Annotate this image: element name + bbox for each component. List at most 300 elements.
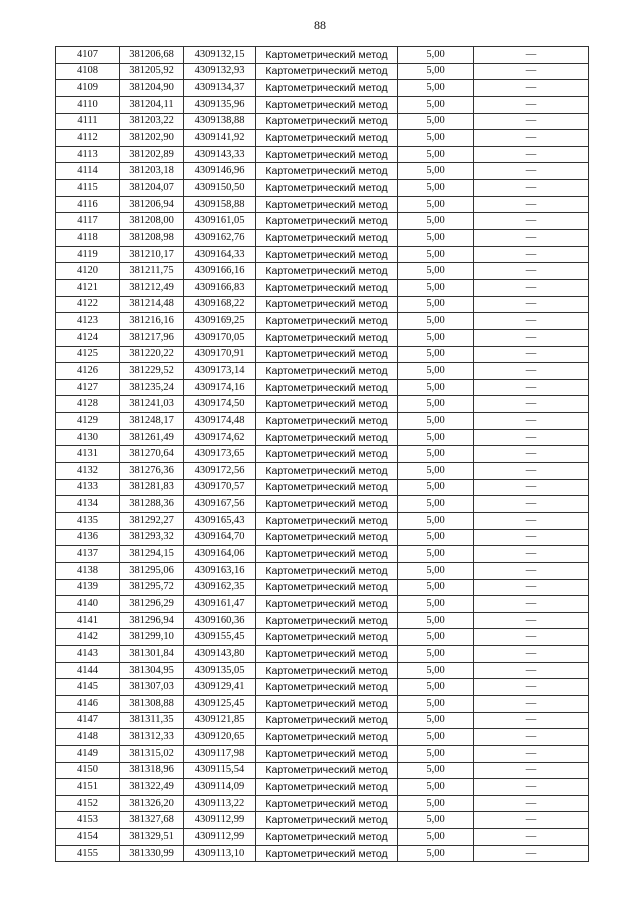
y-coordinate-cell: 4309129,41 — [184, 679, 256, 696]
description-cell: — — [474, 346, 589, 363]
method-cell: Картометрический метод — [256, 662, 398, 679]
accuracy-cell: 5,00 — [398, 729, 474, 746]
y-coordinate-cell: 4309170,91 — [184, 346, 256, 363]
x-coordinate-cell: 381214,48 — [120, 296, 184, 313]
x-coordinate-cell: 381203,22 — [120, 113, 184, 130]
y-coordinate-cell: 4309125,45 — [184, 695, 256, 712]
method-cell: Картометрический метод — [256, 379, 398, 396]
x-coordinate-cell: 381206,94 — [120, 196, 184, 213]
method-cell: Картометрический метод — [256, 612, 398, 629]
point-number-cell: 4130 — [56, 429, 120, 446]
accuracy-cell: 5,00 — [398, 629, 474, 646]
x-coordinate-cell: 381295,72 — [120, 579, 184, 596]
description-cell: — — [474, 629, 589, 646]
point-number-cell: 4115 — [56, 180, 120, 197]
accuracy-cell: 5,00 — [398, 63, 474, 80]
point-number-cell: 4131 — [56, 446, 120, 463]
description-cell: — — [474, 446, 589, 463]
description-cell: — — [474, 729, 589, 746]
x-coordinate-cell: 381270,64 — [120, 446, 184, 463]
y-coordinate-cell: 4309143,80 — [184, 646, 256, 663]
description-cell: — — [474, 795, 589, 812]
table-row — [56, 596, 589, 613]
x-coordinate-cell: 381326,20 — [120, 795, 184, 812]
y-coordinate-cell: 4309114,09 — [184, 779, 256, 796]
method-cell: Картометрический метод — [256, 47, 398, 64]
accuracy-cell: 5,00 — [398, 47, 474, 64]
table-row — [56, 679, 589, 696]
method-cell: Картометрический метод — [256, 346, 398, 363]
y-coordinate-cell: 4309174,50 — [184, 396, 256, 413]
accuracy-cell: 5,00 — [398, 529, 474, 546]
method-cell: Картометрический метод — [256, 829, 398, 846]
accuracy-cell: 5,00 — [398, 679, 474, 696]
method-cell: Картометрический метод — [256, 113, 398, 130]
x-coordinate-cell: 381295,06 — [120, 562, 184, 579]
method-cell: Картометрический метод — [256, 180, 398, 197]
x-coordinate-cell: 381210,17 — [120, 246, 184, 263]
accuracy-cell: 5,00 — [398, 113, 474, 130]
method-cell: Картометрический метод — [256, 779, 398, 796]
x-coordinate-cell: 381296,29 — [120, 596, 184, 613]
table-row — [56, 329, 589, 346]
description-cell: — — [474, 512, 589, 529]
accuracy-cell: 5,00 — [398, 479, 474, 496]
method-cell: Картометрический метод — [256, 579, 398, 596]
y-coordinate-cell: 4309162,35 — [184, 579, 256, 596]
description-cell: — — [474, 429, 589, 446]
table-body — [56, 47, 589, 862]
accuracy-cell: 5,00 — [398, 812, 474, 829]
method-cell: Картометрический метод — [256, 463, 398, 480]
accuracy-cell: 5,00 — [398, 180, 474, 197]
x-coordinate-cell: 381217,96 — [120, 329, 184, 346]
method-cell: Картометрический метод — [256, 646, 398, 663]
description-cell: — — [474, 679, 589, 696]
description-cell: — — [474, 463, 589, 480]
table-row — [56, 662, 589, 679]
table-row — [56, 729, 589, 746]
accuracy-cell: 5,00 — [398, 463, 474, 480]
point-number-cell: 4155 — [56, 845, 120, 862]
x-coordinate-cell: 381208,00 — [120, 213, 184, 230]
x-coordinate-cell: 381281,83 — [120, 479, 184, 496]
method-cell: Картометрический метод — [256, 795, 398, 812]
x-coordinate-cell: 381311,35 — [120, 712, 184, 729]
y-coordinate-cell: 4309113,22 — [184, 795, 256, 812]
description-cell: — — [474, 695, 589, 712]
y-coordinate-cell: 4309174,62 — [184, 429, 256, 446]
table-row — [56, 429, 589, 446]
point-number-cell: 4120 — [56, 263, 120, 280]
accuracy-cell: 5,00 — [398, 196, 474, 213]
method-cell: Картометрический метод — [256, 729, 398, 746]
table-row — [56, 562, 589, 579]
x-coordinate-cell: 381203,18 — [120, 163, 184, 180]
accuracy-cell: 5,00 — [398, 646, 474, 663]
y-coordinate-cell: 4309143,33 — [184, 146, 256, 163]
table-row — [56, 446, 589, 463]
x-coordinate-cell: 381307,03 — [120, 679, 184, 696]
table-row — [56, 779, 589, 796]
y-coordinate-cell: 4309166,16 — [184, 263, 256, 280]
y-coordinate-cell: 4309132,15 — [184, 47, 256, 64]
description-cell: — — [474, 96, 589, 113]
point-number-cell: 4151 — [56, 779, 120, 796]
y-coordinate-cell: 4309121,85 — [184, 712, 256, 729]
x-coordinate-cell: 381220,22 — [120, 346, 184, 363]
description-cell: — — [474, 529, 589, 546]
point-number-cell: 4126 — [56, 363, 120, 380]
table-row — [56, 196, 589, 213]
table-row — [56, 130, 589, 147]
description-cell: — — [474, 712, 589, 729]
accuracy-cell: 5,00 — [398, 279, 474, 296]
point-number-cell: 4141 — [56, 612, 120, 629]
description-cell: — — [474, 745, 589, 762]
x-coordinate-cell: 381208,98 — [120, 230, 184, 247]
x-coordinate-cell: 381296,94 — [120, 612, 184, 629]
accuracy-cell: 5,00 — [398, 596, 474, 613]
method-cell: Картометрический метод — [256, 263, 398, 280]
x-coordinate-cell: 381204,07 — [120, 180, 184, 197]
table-row — [56, 413, 589, 430]
description-cell: — — [474, 180, 589, 197]
description-cell: — — [474, 146, 589, 163]
accuracy-cell: 5,00 — [398, 612, 474, 629]
table-row — [56, 629, 589, 646]
y-coordinate-cell: 4309162,76 — [184, 230, 256, 247]
table-row — [56, 463, 589, 480]
x-coordinate-cell: 381288,36 — [120, 496, 184, 513]
method-cell: Картометрический метод — [256, 313, 398, 330]
accuracy-cell: 5,00 — [398, 246, 474, 263]
method-cell: Картометрический метод — [256, 562, 398, 579]
point-number-cell: 4133 — [56, 479, 120, 496]
table-row — [56, 379, 589, 396]
y-coordinate-cell: 4309167,56 — [184, 496, 256, 513]
table-row — [56, 113, 589, 130]
method-cell: Картометрический метод — [256, 762, 398, 779]
x-coordinate-cell: 381261,49 — [120, 429, 184, 446]
method-cell: Картометрический метод — [256, 363, 398, 380]
x-coordinate-cell: 381330,99 — [120, 845, 184, 862]
table-row — [56, 496, 589, 513]
y-coordinate-cell: 4309165,43 — [184, 512, 256, 529]
table-row — [56, 745, 589, 762]
description-cell: — — [474, 296, 589, 313]
method-cell: Картометрический метод — [256, 96, 398, 113]
table-row — [56, 479, 589, 496]
point-number-cell: 4107 — [56, 47, 120, 64]
table-row — [56, 845, 589, 862]
accuracy-cell: 5,00 — [398, 313, 474, 330]
x-coordinate-cell: 381315,02 — [120, 745, 184, 762]
description-cell: — — [474, 313, 589, 330]
method-cell: Картометрический метод — [256, 196, 398, 213]
method-cell: Картометрический метод — [256, 512, 398, 529]
description-cell: — — [474, 246, 589, 263]
description-cell: — — [474, 579, 589, 596]
description-cell: — — [474, 263, 589, 280]
method-cell: Картометрический метод — [256, 546, 398, 563]
accuracy-cell: 5,00 — [398, 363, 474, 380]
x-coordinate-cell: 381327,68 — [120, 812, 184, 829]
x-coordinate-cell: 381202,90 — [120, 130, 184, 147]
table-row — [56, 363, 589, 380]
table-row — [56, 396, 589, 413]
method-cell: Картометрический метод — [256, 230, 398, 247]
y-coordinate-cell: 4309155,45 — [184, 629, 256, 646]
accuracy-cell: 5,00 — [398, 779, 474, 796]
table-row — [56, 213, 589, 230]
accuracy-cell: 5,00 — [398, 96, 474, 113]
accuracy-cell: 5,00 — [398, 213, 474, 230]
table-row — [56, 512, 589, 529]
method-cell: Картометрический метод — [256, 213, 398, 230]
x-coordinate-cell: 381292,27 — [120, 512, 184, 529]
x-coordinate-cell: 381212,49 — [120, 279, 184, 296]
description-cell: — — [474, 363, 589, 380]
table-row — [56, 80, 589, 97]
table-row — [56, 180, 589, 197]
point-number-cell: 4150 — [56, 762, 120, 779]
method-cell: Картометрический метод — [256, 429, 398, 446]
accuracy-cell: 5,00 — [398, 579, 474, 596]
table-row — [56, 263, 589, 280]
point-number-cell: 4111 — [56, 113, 120, 130]
method-cell: Картометрический метод — [256, 745, 398, 762]
accuracy-cell: 5,00 — [398, 695, 474, 712]
point-number-cell: 4117 — [56, 213, 120, 230]
method-cell: Картометрический метод — [256, 679, 398, 696]
y-coordinate-cell: 4309146,96 — [184, 163, 256, 180]
point-number-cell: 4145 — [56, 679, 120, 696]
description-cell: — — [474, 496, 589, 513]
method-cell: Картометрический метод — [256, 529, 398, 546]
accuracy-cell: 5,00 — [398, 845, 474, 862]
accuracy-cell: 5,00 — [398, 712, 474, 729]
table-row — [56, 579, 589, 596]
point-number-cell: 4146 — [56, 695, 120, 712]
description-cell: — — [474, 562, 589, 579]
y-coordinate-cell: 4309173,14 — [184, 363, 256, 380]
x-coordinate-cell: 381318,96 — [120, 762, 184, 779]
method-cell: Картометрический метод — [256, 413, 398, 430]
x-coordinate-cell: 381235,24 — [120, 379, 184, 396]
x-coordinate-cell: 381308,88 — [120, 695, 184, 712]
point-number-cell: 4124 — [56, 329, 120, 346]
description-cell: — — [474, 379, 589, 396]
point-number-cell: 4139 — [56, 579, 120, 596]
point-number-cell: 4153 — [56, 812, 120, 829]
y-coordinate-cell: 4309164,33 — [184, 246, 256, 263]
table-row — [56, 829, 589, 846]
table-row — [56, 47, 589, 64]
table-row — [56, 163, 589, 180]
point-number-cell: 4142 — [56, 629, 120, 646]
x-coordinate-cell: 381299,10 — [120, 629, 184, 646]
x-coordinate-cell: 381216,16 — [120, 313, 184, 330]
method-cell: Картометрический метод — [256, 80, 398, 97]
point-number-cell: 4116 — [56, 196, 120, 213]
y-coordinate-cell: 4309174,48 — [184, 413, 256, 430]
accuracy-cell: 5,00 — [398, 146, 474, 163]
point-number-cell: 4127 — [56, 379, 120, 396]
point-number-cell: 4113 — [56, 146, 120, 163]
accuracy-cell: 5,00 — [398, 263, 474, 280]
x-coordinate-cell: 381248,17 — [120, 413, 184, 430]
method-cell: Картометрический метод — [256, 496, 398, 513]
table-row — [56, 712, 589, 729]
accuracy-cell: 5,00 — [398, 546, 474, 563]
x-coordinate-cell: 381204,11 — [120, 96, 184, 113]
description-cell: — — [474, 413, 589, 430]
x-coordinate-cell: 381205,92 — [120, 63, 184, 80]
y-coordinate-cell: 4309173,65 — [184, 446, 256, 463]
table-row — [56, 246, 589, 263]
description-cell: — — [474, 63, 589, 80]
x-coordinate-cell: 381304,95 — [120, 662, 184, 679]
x-coordinate-cell: 381312,33 — [120, 729, 184, 746]
table-row — [56, 146, 589, 163]
accuracy-cell: 5,00 — [398, 829, 474, 846]
y-coordinate-cell: 4309112,99 — [184, 829, 256, 846]
table-row — [56, 762, 589, 779]
method-cell: Картометрический метод — [256, 629, 398, 646]
x-coordinate-cell: 381211,75 — [120, 263, 184, 280]
accuracy-cell: 5,00 — [398, 379, 474, 396]
y-coordinate-cell: 4309135,96 — [184, 96, 256, 113]
accuracy-cell: 5,00 — [398, 296, 474, 313]
accuracy-cell: 5,00 — [398, 80, 474, 97]
point-number-cell: 4144 — [56, 662, 120, 679]
method-cell: Картометрический метод — [256, 146, 398, 163]
point-number-cell: 4148 — [56, 729, 120, 746]
method-cell: Картометрический метод — [256, 63, 398, 80]
point-number-cell: 4136 — [56, 529, 120, 546]
table-row — [56, 795, 589, 812]
y-coordinate-cell: 4309141,92 — [184, 130, 256, 147]
accuracy-cell: 5,00 — [398, 745, 474, 762]
description-cell: — — [474, 596, 589, 613]
point-number-cell: 4122 — [56, 296, 120, 313]
table-row — [56, 612, 589, 629]
coordinates-table — [55, 46, 589, 862]
accuracy-cell: 5,00 — [398, 762, 474, 779]
y-coordinate-cell: 4309161,05 — [184, 213, 256, 230]
method-cell: Картометрический метод — [256, 812, 398, 829]
method-cell: Картометрический метод — [256, 163, 398, 180]
description-cell: — — [474, 812, 589, 829]
method-cell: Картометрический метод — [256, 130, 398, 147]
description-cell: — — [474, 546, 589, 563]
point-number-cell: 4112 — [56, 130, 120, 147]
x-coordinate-cell: 381202,89 — [120, 146, 184, 163]
accuracy-cell: 5,00 — [398, 496, 474, 513]
y-coordinate-cell: 4309170,05 — [184, 329, 256, 346]
y-coordinate-cell: 4309134,37 — [184, 80, 256, 97]
table-row — [56, 695, 589, 712]
y-coordinate-cell: 4309161,47 — [184, 596, 256, 613]
description-cell: — — [474, 230, 589, 247]
description-cell: — — [474, 163, 589, 180]
table-row — [56, 529, 589, 546]
description-cell: — — [474, 612, 589, 629]
page-number: 88 — [314, 18, 326, 32]
table-row — [56, 230, 589, 247]
description-cell: — — [474, 113, 589, 130]
y-coordinate-cell: 4309172,56 — [184, 463, 256, 480]
table-row — [56, 546, 589, 563]
description-cell: — — [474, 845, 589, 862]
description-cell: — — [474, 762, 589, 779]
accuracy-cell: 5,00 — [398, 163, 474, 180]
x-coordinate-cell: 381229,52 — [120, 363, 184, 380]
table-row — [56, 63, 589, 80]
description-cell: — — [474, 329, 589, 346]
description-cell: — — [474, 479, 589, 496]
point-number-cell: 4121 — [56, 279, 120, 296]
y-coordinate-cell: 4309174,16 — [184, 379, 256, 396]
table-row — [56, 296, 589, 313]
table-row — [56, 646, 589, 663]
y-coordinate-cell: 4309115,54 — [184, 762, 256, 779]
y-coordinate-cell: 4309168,22 — [184, 296, 256, 313]
description-cell: — — [474, 662, 589, 679]
accuracy-cell: 5,00 — [398, 346, 474, 363]
point-number-cell: 4154 — [56, 829, 120, 846]
y-coordinate-cell: 4309163,16 — [184, 562, 256, 579]
table-row — [56, 812, 589, 829]
y-coordinate-cell: 4309138,88 — [184, 113, 256, 130]
point-number-cell: 4118 — [56, 230, 120, 247]
method-cell: Картометрический метод — [256, 845, 398, 862]
point-number-cell: 4128 — [56, 396, 120, 413]
method-cell: Картометрический метод — [256, 296, 398, 313]
y-coordinate-cell: 4309164,06 — [184, 546, 256, 563]
point-number-cell: 4143 — [56, 646, 120, 663]
x-coordinate-cell: 381294,15 — [120, 546, 184, 563]
point-number-cell: 4119 — [56, 246, 120, 263]
y-coordinate-cell: 4309113,10 — [184, 845, 256, 862]
y-coordinate-cell: 4309169,25 — [184, 313, 256, 330]
table-row — [56, 279, 589, 296]
point-number-cell: 4152 — [56, 795, 120, 812]
table-row — [56, 313, 589, 330]
method-cell: Картометрический метод — [256, 396, 398, 413]
description-cell: — — [474, 47, 589, 64]
method-cell: Картометрический метод — [256, 712, 398, 729]
method-cell: Картометрический метод — [256, 279, 398, 296]
method-cell: Картометрический метод — [256, 479, 398, 496]
method-cell: Картометрический метод — [256, 695, 398, 712]
point-number-cell: 4108 — [56, 63, 120, 80]
accuracy-cell: 5,00 — [398, 562, 474, 579]
point-number-cell: 4135 — [56, 512, 120, 529]
accuracy-cell: 5,00 — [398, 429, 474, 446]
x-coordinate-cell: 381301,84 — [120, 646, 184, 663]
x-coordinate-cell: 381276,36 — [120, 463, 184, 480]
method-cell: Картометрический метод — [256, 596, 398, 613]
table-row — [56, 346, 589, 363]
x-coordinate-cell: 381329,51 — [120, 829, 184, 846]
description-cell: — — [474, 646, 589, 663]
method-cell: Картометрический метод — [256, 446, 398, 463]
method-cell: Картометрический метод — [256, 329, 398, 346]
point-number-cell: 4140 — [56, 596, 120, 613]
y-coordinate-cell: 4309120,65 — [184, 729, 256, 746]
